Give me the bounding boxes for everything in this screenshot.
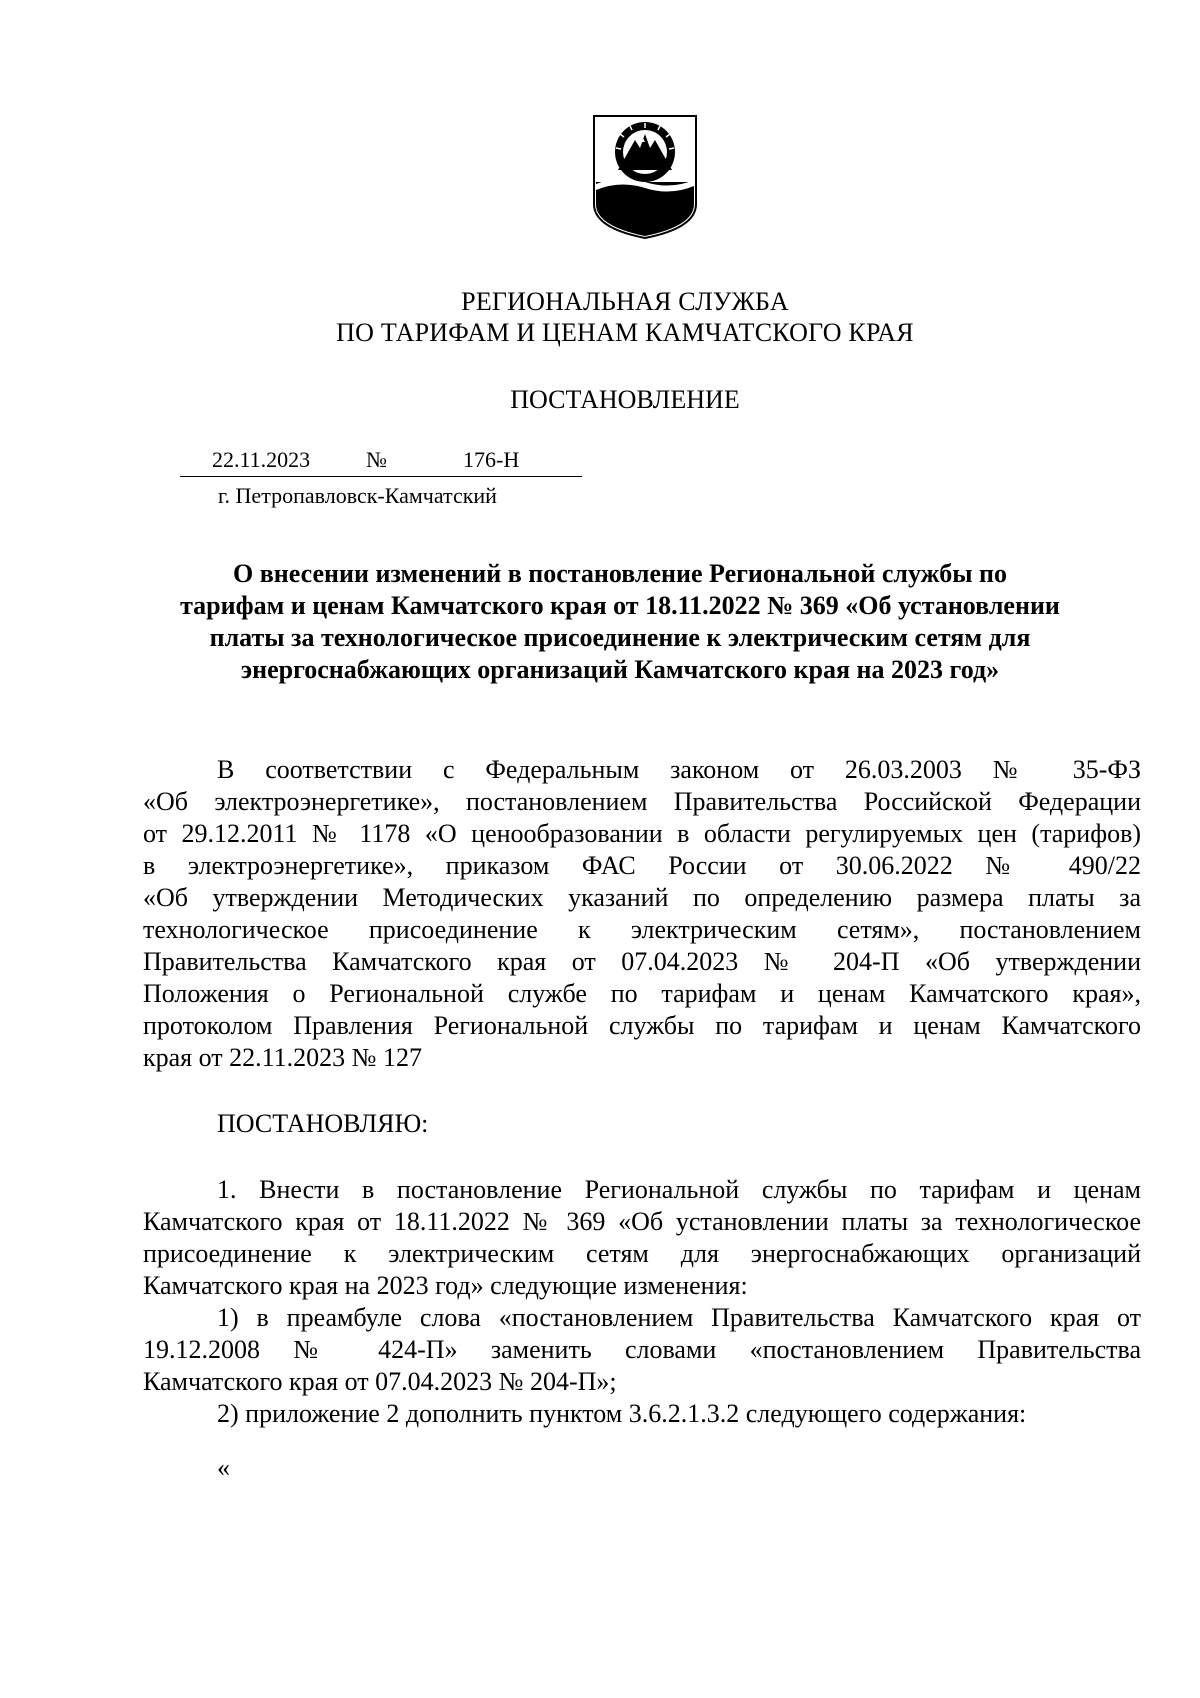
text-line: 1) в преамбуле слова «постановлением Правительства Камчатского края от [217, 1303, 1141, 1332]
preamble-paragraph [143, 754, 1141, 1074]
text-line: Положения о Региональной службе по тарифам и ценам Камчатского края», [143, 979, 1141, 1008]
text-line: «Об утверждении Методических указаний по определению размера платы за [143, 883, 1141, 912]
text-line: от 29.12.2011 № 1178 «О ценообразовании в области регулируемых цен (тарифов) [143, 819, 1141, 848]
text-line: Правительства Камчатского края от 07.04.2023 № 204-П «Об утверждении [143, 947, 1141, 976]
title-line: О внесении изменений в постановление Региональной службы по [233, 559, 1007, 588]
quote-open-mark: « [217, 1453, 230, 1482]
text-line: Камчатского края от 18.11.2022 № 369 «Об установлении платы за технологическое [143, 1207, 1141, 1236]
city: г. Петропавловск-Камчатский [218, 483, 497, 508]
subitem-2-paragraph [143, 1398, 1141, 1430]
text-line: протоколом Правления Региональной службы по тарифам и ценам Камчатского [143, 1011, 1141, 1040]
org-name-line-2: ПО ТАРИФАМ И ЦЕНАМ КАМЧАТСКОГО КРАЯ [336, 318, 914, 347]
text-line: Камчатского края от 07.04.2023 № 204-П»; [143, 1367, 617, 1396]
org-name-line-1: РЕГИОНАЛЬНАЯ СЛУЖБА [461, 287, 789, 316]
document-body [143, 754, 1141, 1484]
resolve-heading: ПОСТАНОВЛЯЮ: [217, 1109, 429, 1138]
item-1-paragraph [143, 1174, 1141, 1302]
text-line: края от 22.11.2023 № 127 [143, 1043, 422, 1072]
document-type: ПОСТАНОВЛЕНИЕ [510, 385, 740, 414]
text-line: в электроэнергетике», приказом ФАС России от 30.06.2022 № 490/22 [143, 851, 1141, 880]
text-line: В соответствии с Федеральным законом от 26.03.2003 № 35-ФЗ [217, 755, 1141, 784]
document-title [125, 558, 1115, 686]
text-line: присоединение к электрическим сетям для энергоснабжающих организаций [143, 1239, 1141, 1268]
document-number: 176-Н [463, 447, 520, 472]
number-sign: № [366, 447, 387, 472]
document-date: 22.11.2023 [212, 447, 311, 472]
title-line: платы за технологическое присоединение к электрическим сетям для [209, 623, 1031, 652]
kamchatka-coat-of-arms-icon [590, 112, 700, 242]
text-line: технологическое присоединение к электрическим сетям», постановлением [143, 915, 1141, 944]
text-line: «Об электроэнергетике», постановлением Правительства Российской Федерации [143, 787, 1141, 816]
text-line: 1. Внести в постановление Региональной службы по тарифам и ценам [217, 1175, 1141, 1204]
date-number-line [180, 446, 582, 477]
text-line: Камчатского края на 2023 год» следующие изменения: [143, 1271, 748, 1300]
text-line: 2) приложение 2 дополнить пунктом 3.6.2.1.3.2 следующего содержания: [217, 1399, 1027, 1428]
subitem-1-paragraph [143, 1302, 1141, 1398]
title-line: тарифам и ценам Камчатского края от 18.11.2022 № 369 «Об установлении [180, 591, 1060, 620]
title-line: энергоснабжающих организаций Камчатского края на 2023 год» [240, 655, 1000, 684]
text-line: 19.12.2008 № 424-П» заменить словами «постановлением Правительства [143, 1335, 1141, 1364]
